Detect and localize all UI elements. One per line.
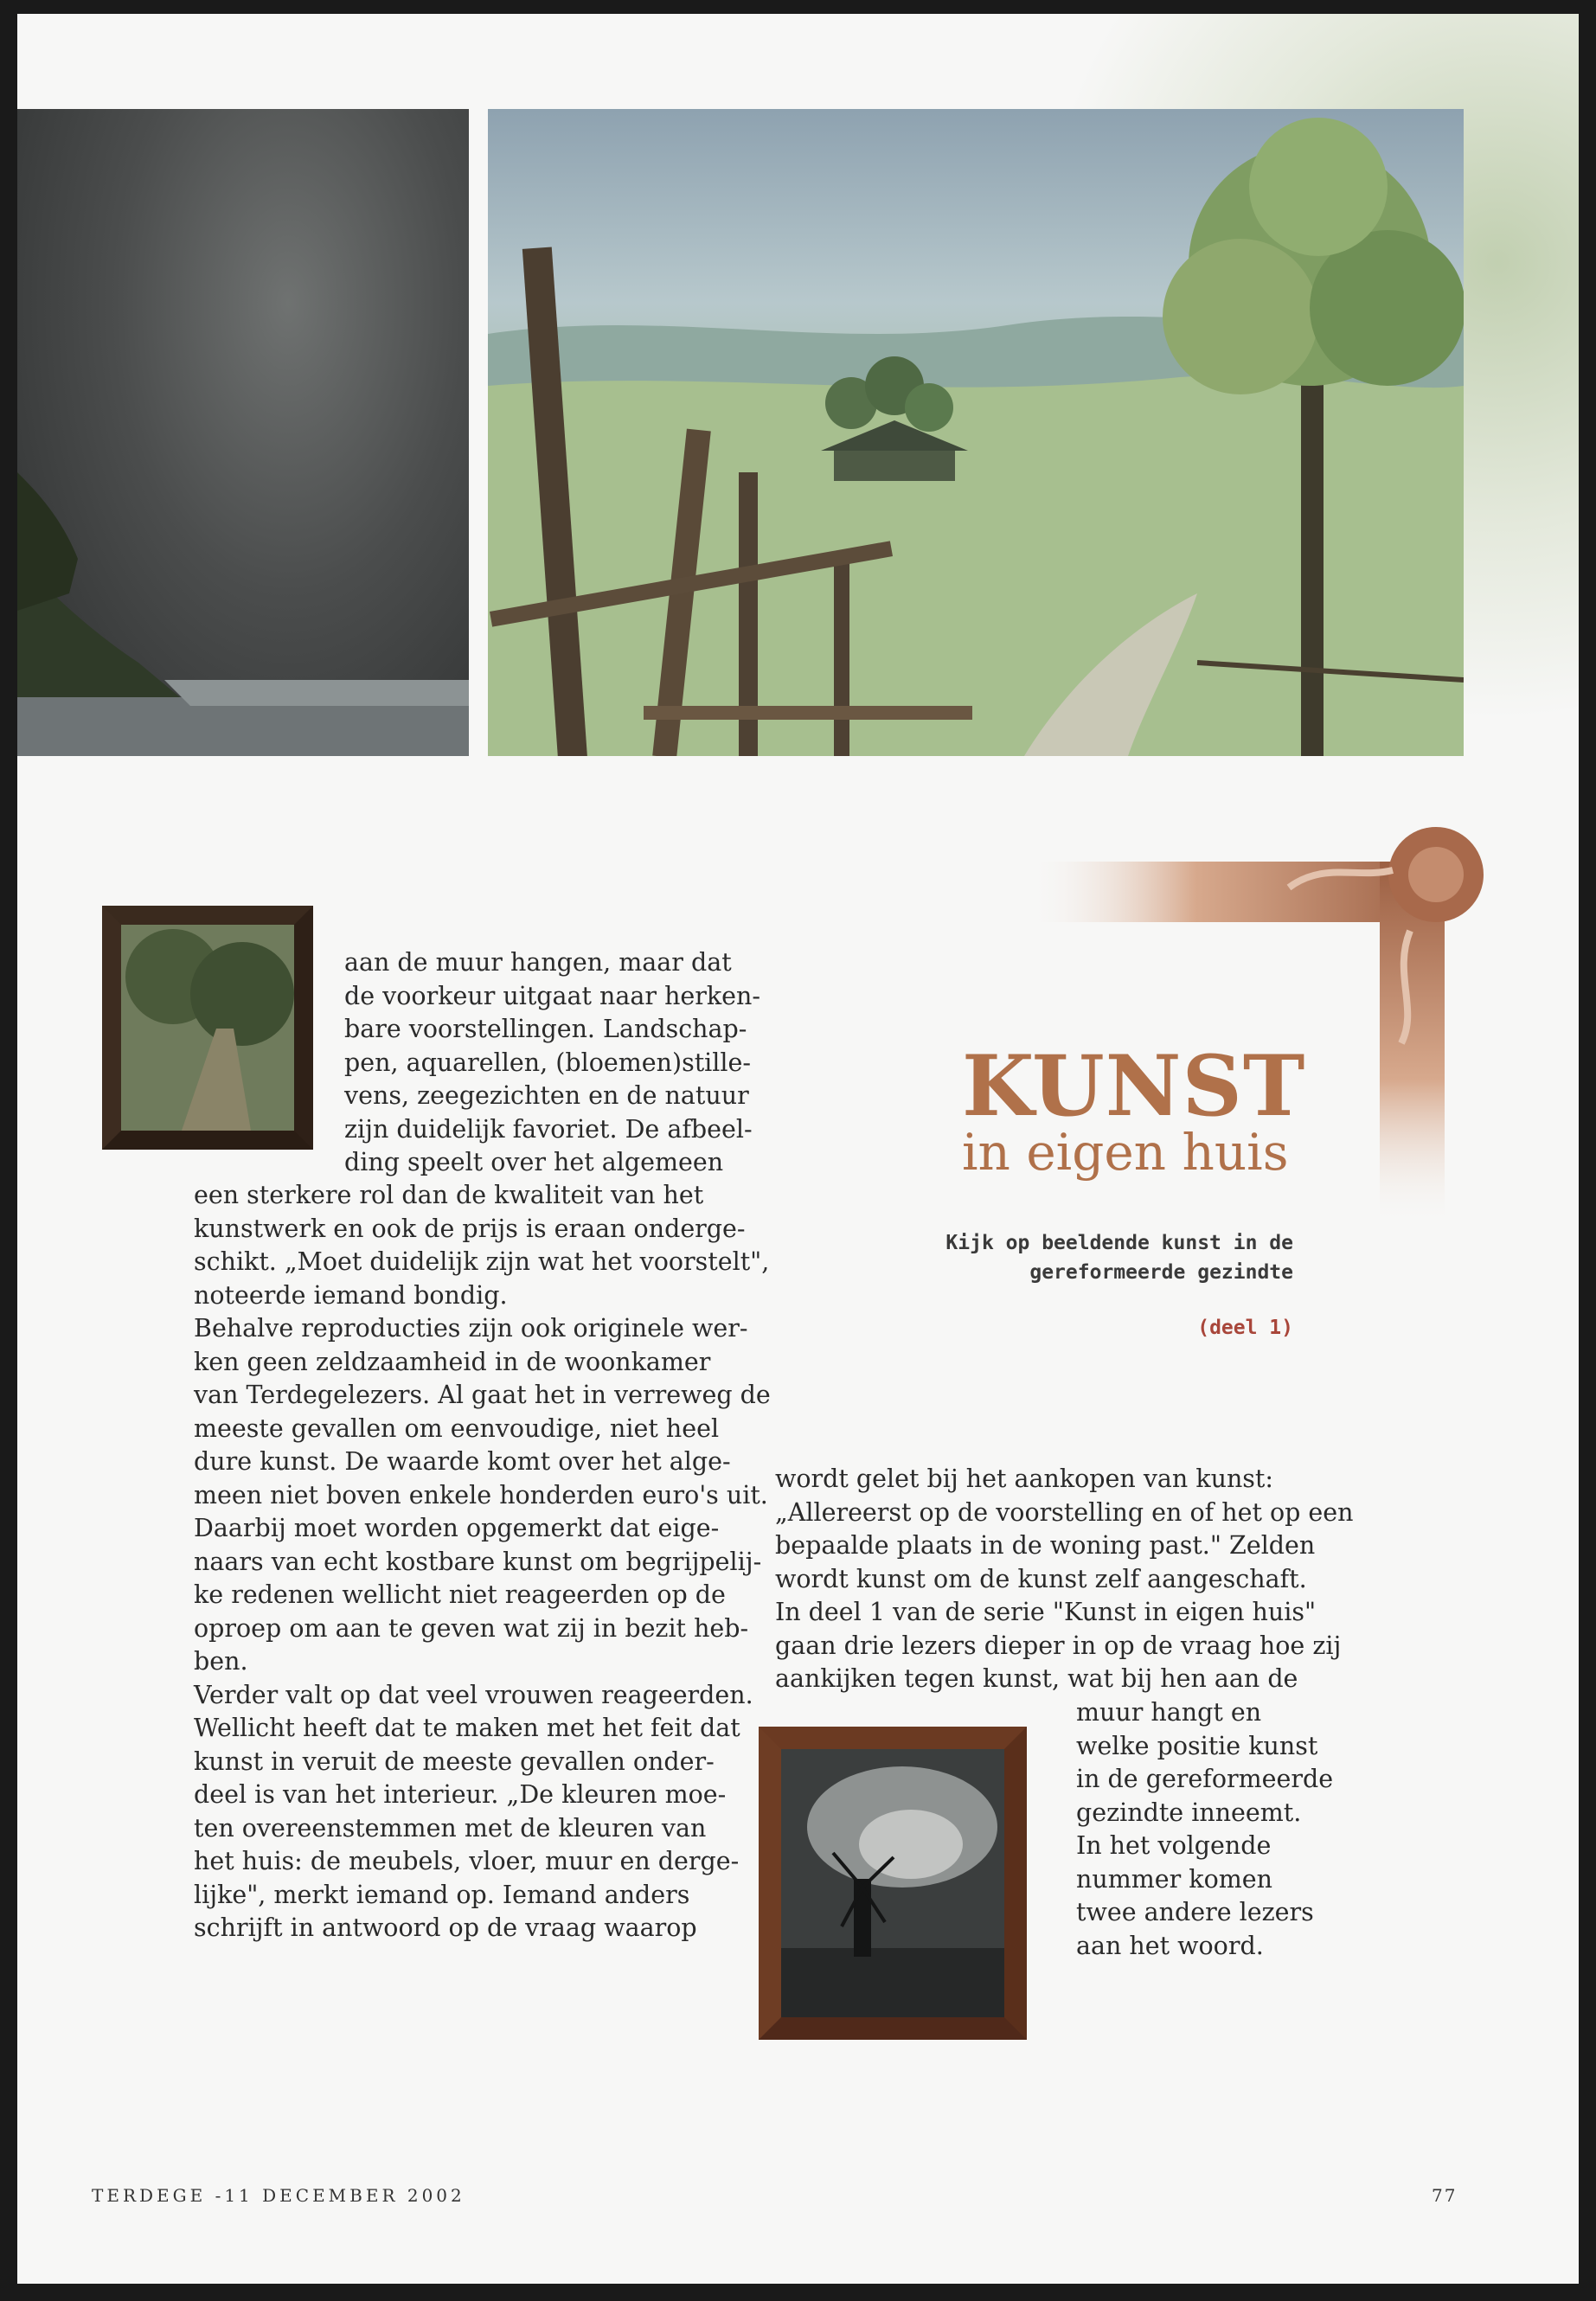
page-number: 77 — [1432, 2185, 1458, 2206]
body-text-col1: een sterkere rol dan de kwaliteit van het kunstwerk en ook de prijs is eraan onderge- schikt. „Moet duidelijk zijn wat het voorstelt", noteerde iemand bondig. Behalve reproducties zijn ook originele wer- ken geen zeldzaamheid in de woonkamer van Terdegelezers. Al gaat het in verreweg de meeste gevallen om eenvoudige, niet heel dure kunst. De waarde komt over het alge- meen niet boven enkele honderden euro's uit. Daarbij moet worden opgemerkt dat eige- naars van echt kostbare kunst om begrijpelij- ke redenen wellicht niet reageerden op de oproep om aan te geven wat zij in bezit heb- ben. Verder valt op dat veel vrouwen reageerden. Wellicht heeft dat te maken met het feit dat kunst in veruit de meeste gevallen onder- deel is van het interieur. „De kleuren moe- ten overeenstemmen met de kleuren van het huis: de meubels, vloer, muur en derge- lijke", merkt iemand op. Iemand anders schrijft in antwoord op de vraag waarop — [194, 1181, 771, 1942]
magazine-page — [17, 14, 1579, 2284]
series-part-label: (deel 1) — [1197, 1317, 1293, 1339]
article-title: KUNST — [962, 1037, 1306, 1135]
body-text-col2-wrap: muur hangt en welke positie kunst in de gereformeerde gezindte inneemt. In het volgende nummer komen twee andere lezers aan het woord. — [1076, 1698, 1334, 1960]
framed-windmill-painting — [759, 1727, 1027, 2040]
article-subtitle: in eigen huis — [962, 1123, 1289, 1182]
watercolor-landscape-painting — [488, 109, 1464, 756]
framed-forest-painting — [102, 906, 313, 1150]
stormy-lake-photo — [17, 109, 469, 756]
body-text-col1-wrap: aan de muur hangen, maar dat de voorkeur uitgaat naar herken- bare voorstellingen. Landschap- pen, aquarellen, (bloemen)stille- vens, zeegezichten en de natuur zijn duidelijk favoriet. De afbeel- ding speelt over het algemeen — [344, 948, 761, 1176]
publication-footer: TERDEGE -11 DECEMBER 2002 — [92, 2185, 465, 2206]
body-text-col2: wordt gelet bij het aankopen van kunst: „Allereerst op de voorstelling en of het op een bepaalde plaats in de woning past." Zelden wordt kunst om de kunst zelf aangeschaft. In deel 1 van de serie "Kunst in eigen huis" gaan drie lezers dieper in op de vraag hoe zij aankijken tegen kunst, wat bij hen aan de — [775, 1465, 1354, 1693]
article-kicker: Kijk op beeldende kunst in de gereformeerde gezindte — [945, 1232, 1293, 1284]
